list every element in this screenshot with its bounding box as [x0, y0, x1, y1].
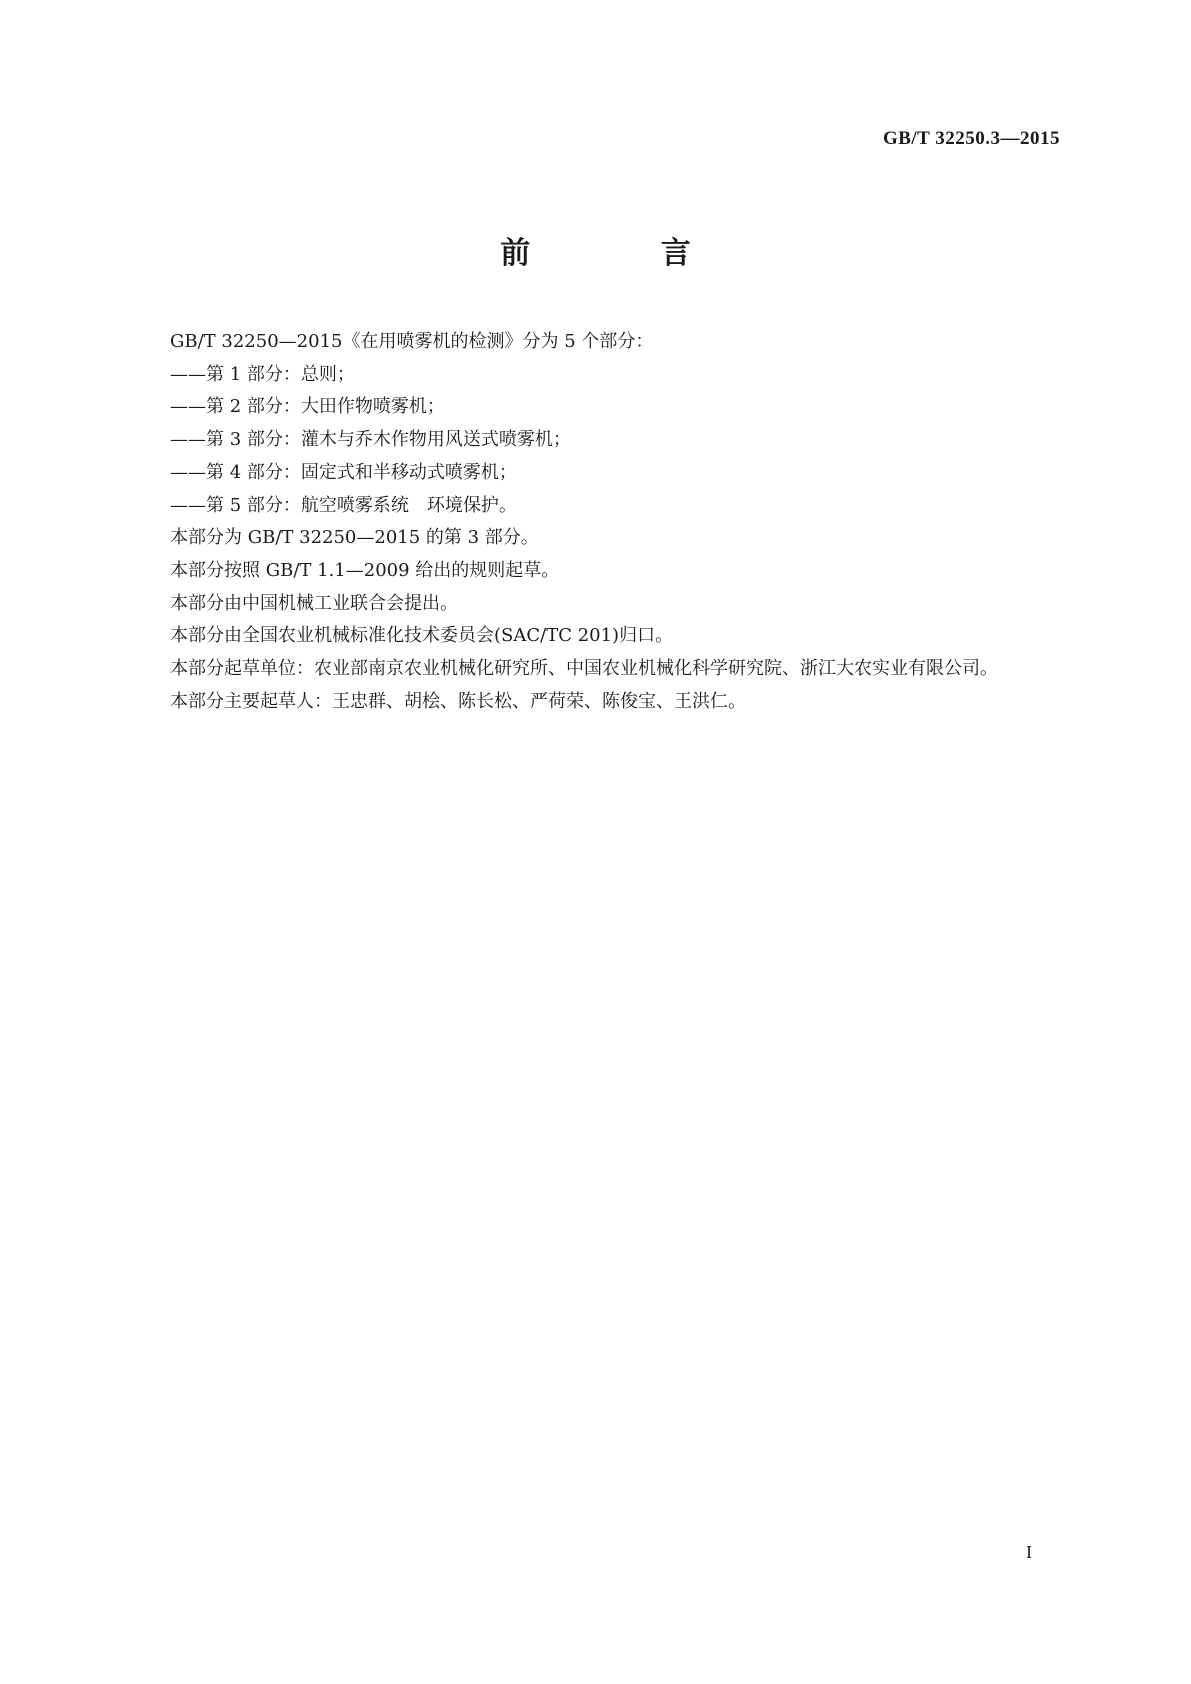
page-title: 前 言	[500, 236, 751, 271]
paragraph-parts-intro: GB/T 32250—2015《在用喷雾机的检测》分为 5 个部分：	[170, 331, 654, 352]
paragraph-centralized-by: 本部分由全国农业机械标准化技术委员会(SAC/TC 201)归口。	[170, 625, 674, 647]
paragraph-part-1: ——第 1 部分：总则；	[170, 363, 355, 385]
paragraph-drafting-rules: 本部分按照 GB/T 1.1—2009 给出的规则起草。	[170, 559, 560, 581]
paragraph-part-2: ——第 2 部分：大田作物喷雾机；	[170, 396, 445, 418]
paragraph-proposed-by: 本部分由中国机械工业联合会提出。	[170, 592, 458, 614]
foreword-body	[134, 326, 1062, 718]
paragraph-drafting-units: 本部分起草单位：农业部南京农业机械化研究所、中国农业机械化科学研究院、浙江大农实业有限公司。	[170, 658, 998, 680]
paragraph-part-5: ——第 5 部分：航空喷雾系统 环境保护。	[170, 494, 517, 516]
page-number: I	[1026, 1542, 1032, 1562]
paragraph-this-part: 本部分为 GB/T 32250—2015 的第 3 部分。	[170, 527, 539, 549]
standard-code: GB/T 32250.3—2015	[882, 128, 1060, 149]
paragraph-part-3: ——第 3 部分：灌木与乔木作物用风送式喷雾机；	[170, 429, 571, 451]
paragraph-part-4: ——第 4 部分：固定式和半移动式喷雾机；	[170, 461, 517, 483]
paragraph-drafters: 本部分主要起草人：王忠群、胡桧、陈长松、严荷荣、陈俊宝、王洪仁。	[170, 690, 746, 712]
